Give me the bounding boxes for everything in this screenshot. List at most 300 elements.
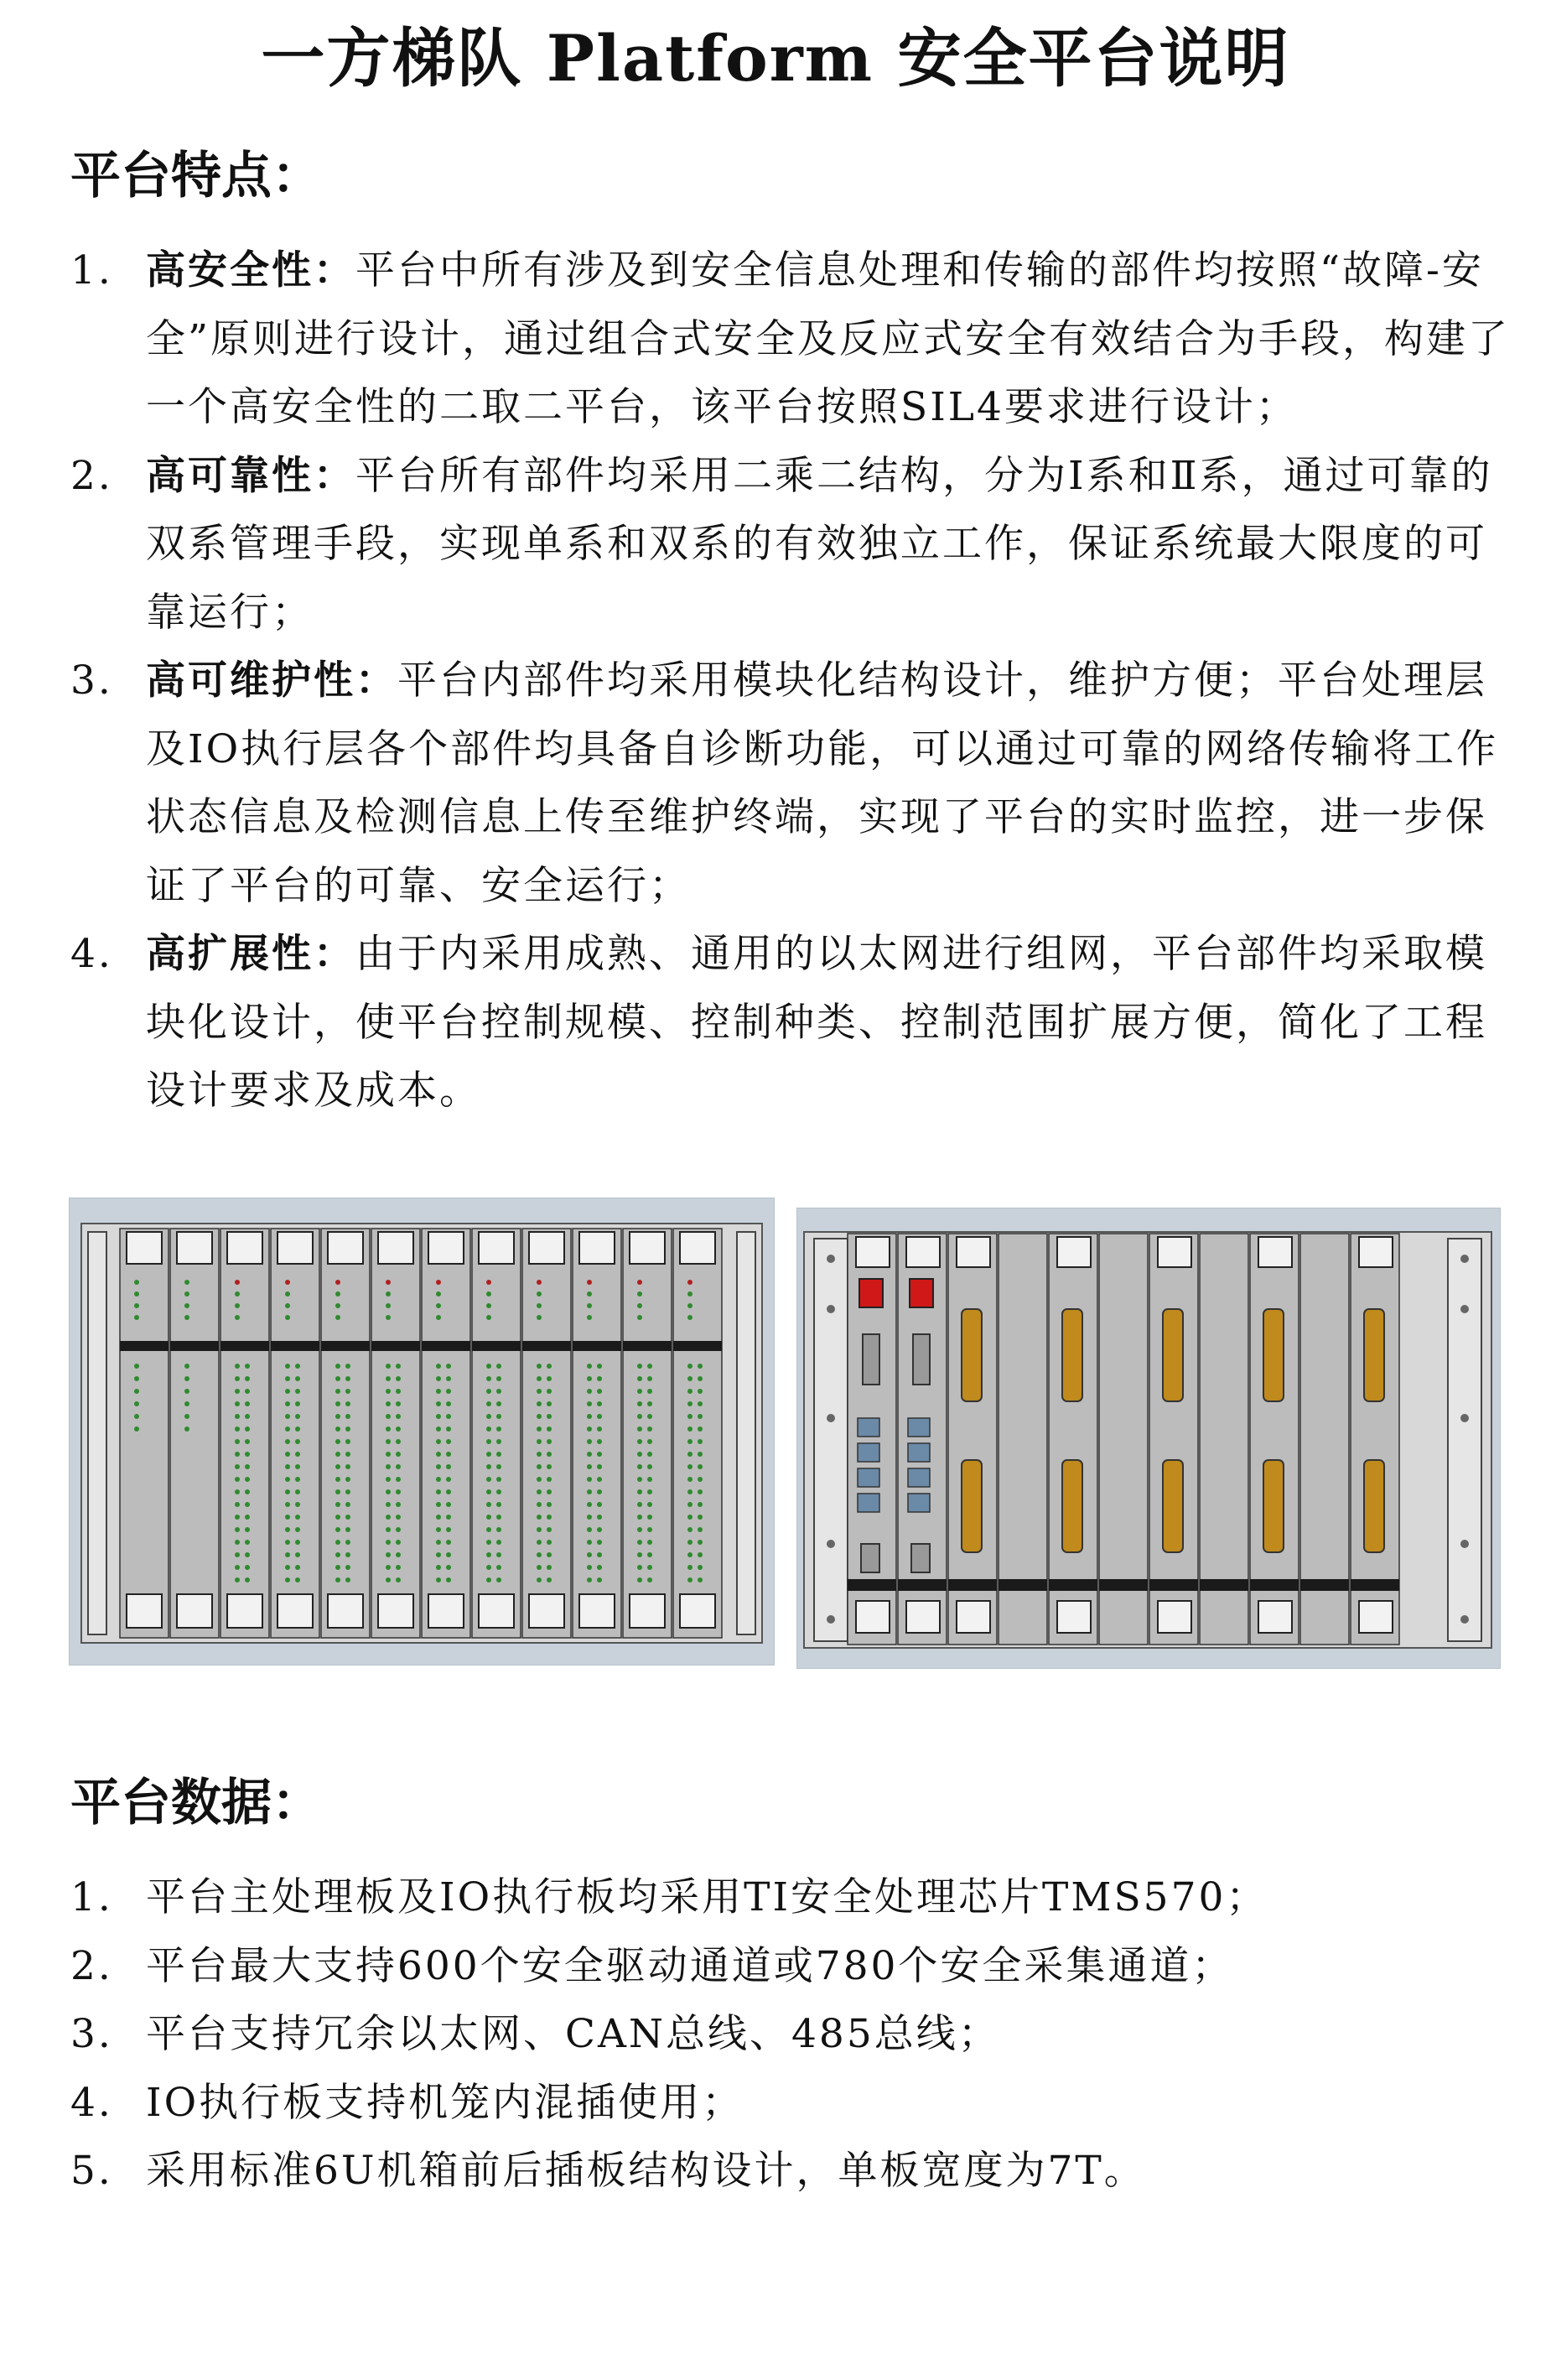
io-led (537, 1515, 542, 1520)
board-label-strip (220, 1341, 269, 1351)
power-switch (859, 1279, 883, 1307)
features-heading: 平台特点： (70, 147, 322, 205)
db-connector (1364, 1309, 1384, 1401)
feature-label: 高可维护性： (146, 657, 397, 704)
data-text: 平台支持冗余以太网、CAN总线、485总线； (146, 2011, 1000, 2057)
io-led (496, 1401, 501, 1406)
io-led (486, 1565, 491, 1570)
io-led (597, 1527, 602, 1532)
ethernet-port (858, 1468, 879, 1487)
io-led (295, 1401, 300, 1406)
io-led (436, 1552, 441, 1557)
mounting-hole (827, 1255, 835, 1263)
db-connector (1364, 1460, 1384, 1552)
io-led (396, 1477, 401, 1482)
right-handle (737, 1232, 755, 1634)
data-number: 3. (70, 2011, 113, 2057)
io-led (647, 1515, 652, 1520)
board-latch-top (957, 1237, 990, 1267)
status-led (637, 1303, 642, 1308)
io-led (496, 1376, 501, 1381)
io-led (335, 1489, 340, 1494)
page-title: 一方梯队 Platform 安全平台说明 (261, 21, 1290, 96)
mounting-hole (1460, 1540, 1469, 1548)
io-led (687, 1401, 693, 1406)
io-led (587, 1452, 592, 1457)
io-led (295, 1489, 300, 1494)
io-led (547, 1364, 552, 1369)
rear-rack-drawing (797, 1208, 1500, 1668)
io-led (446, 1376, 451, 1381)
io-led (698, 1540, 703, 1545)
io-led (698, 1376, 703, 1381)
io-led (295, 1414, 300, 1419)
io-led (345, 1489, 350, 1494)
io-led (235, 1414, 240, 1419)
ethernet-port (858, 1443, 879, 1462)
io-led (386, 1552, 391, 1557)
io-led (486, 1577, 491, 1582)
board-latch-top (579, 1232, 615, 1264)
io-led (245, 1414, 250, 1419)
board-latch-bottom (680, 1594, 715, 1628)
io-led (295, 1540, 300, 1545)
io-led (496, 1540, 501, 1545)
io-led (587, 1364, 592, 1369)
io-led (235, 1502, 240, 1507)
status-led (235, 1280, 240, 1285)
io-led (184, 1376, 189, 1381)
board-label-strip (170, 1341, 219, 1351)
io-led (486, 1452, 491, 1457)
io-led (597, 1540, 602, 1545)
data-item-5 (70, 2137, 1512, 2206)
io-led (436, 1439, 441, 1444)
io-led (486, 1540, 491, 1545)
io-led (597, 1364, 602, 1369)
io-led (698, 1414, 703, 1419)
io-led (386, 1452, 391, 1457)
board-latch-bottom (227, 1594, 262, 1628)
io-led (496, 1552, 501, 1557)
io-led (537, 1489, 542, 1494)
status-led (335, 1315, 340, 1320)
db-connector (913, 1334, 930, 1385)
io-led (134, 1414, 139, 1419)
io-led (436, 1502, 441, 1507)
io-led (335, 1540, 340, 1545)
io-led (386, 1515, 391, 1520)
io-led (396, 1376, 401, 1381)
io-led (587, 1489, 592, 1494)
mounting-hole (1460, 1255, 1469, 1263)
mounting-hole (1460, 1305, 1469, 1313)
io-led (547, 1577, 552, 1582)
status-led (436, 1280, 441, 1285)
ethernet-port (858, 1418, 879, 1437)
io-led (396, 1540, 401, 1545)
board-label-strip (522, 1341, 571, 1351)
io-led (547, 1401, 552, 1406)
status-led (587, 1280, 592, 1285)
io-led (597, 1577, 602, 1582)
io-led (537, 1477, 542, 1482)
io-led (396, 1389, 401, 1394)
io-led (285, 1364, 290, 1369)
data-text: 平台最大支持600个安全驱动通道或780个安全采集通道； (146, 1942, 1234, 1989)
io-led (496, 1452, 501, 1457)
io-led (597, 1414, 602, 1419)
io-led (235, 1477, 240, 1482)
io-led (245, 1540, 250, 1545)
io-led (295, 1376, 300, 1381)
io-led (335, 1565, 340, 1570)
io-led (345, 1552, 350, 1557)
io-led (637, 1452, 642, 1457)
io-led (345, 1565, 350, 1570)
io-led (597, 1376, 602, 1381)
io-led (587, 1515, 592, 1520)
status-led (285, 1315, 290, 1320)
io-led (637, 1527, 642, 1532)
io-led (245, 1439, 250, 1444)
io-led (396, 1439, 401, 1444)
io-led (386, 1439, 391, 1444)
feature-number: 4. (70, 931, 113, 977)
io-led (486, 1552, 491, 1557)
feature-text: 平台所有部件均采用二乘二结构，分为Ⅰ系和Ⅱ系，通过可靠的双系管理手段，实现单系和双系的有效独立工作，保证系统最大限度的可靠运行； (146, 452, 1493, 636)
status-led (184, 1303, 189, 1308)
board-panel (120, 1229, 169, 1638)
io-led (597, 1389, 602, 1394)
io-led (446, 1401, 451, 1406)
board-label-strip (1200, 1579, 1248, 1591)
io-led (245, 1565, 250, 1570)
io-led (687, 1527, 693, 1532)
status-led (637, 1315, 642, 1320)
io-led (235, 1376, 240, 1381)
io-led (496, 1364, 501, 1369)
status-led (184, 1280, 189, 1285)
status-led (436, 1303, 441, 1308)
io-led (386, 1376, 391, 1381)
io-led (687, 1389, 693, 1394)
board-latch-bottom (856, 1601, 890, 1633)
status-led (587, 1303, 592, 1308)
io-led (687, 1439, 693, 1444)
status-led (335, 1303, 340, 1308)
io-led (698, 1401, 703, 1406)
board-latch-top (278, 1232, 313, 1264)
io-led (436, 1527, 441, 1532)
board-latch-bottom (906, 1601, 940, 1633)
status-led (386, 1303, 391, 1308)
io-led (285, 1376, 290, 1381)
io-led (386, 1464, 391, 1469)
io-led (285, 1401, 290, 1406)
feature-item-3 (70, 647, 1512, 920)
io-led (245, 1489, 250, 1494)
io-led (687, 1552, 693, 1557)
io-led (386, 1565, 391, 1570)
io-led (597, 1552, 602, 1557)
io-led (436, 1489, 441, 1494)
io-led (547, 1464, 552, 1469)
feature-number: 1. (70, 247, 113, 294)
io-led (235, 1577, 240, 1582)
io-led (687, 1376, 693, 1381)
io-led (637, 1577, 642, 1582)
io-led (436, 1401, 441, 1406)
io-led (597, 1452, 602, 1457)
io-led (597, 1477, 602, 1482)
io-led (345, 1414, 350, 1419)
io-led (396, 1552, 401, 1557)
board-latch-top (428, 1232, 464, 1264)
board-latch-bottom (428, 1594, 464, 1628)
io-led (597, 1515, 602, 1520)
io-led (436, 1540, 441, 1545)
io-led (687, 1540, 693, 1545)
io-led (637, 1376, 642, 1381)
io-led (386, 1527, 391, 1532)
io-led (134, 1364, 139, 1369)
feature-text: 由于内采用成熟、通用的以太网进行组网，平台部件均采取模块化设计，使平台控制规模、控制种类、控制范围扩展方便，简化了工程设计要求及成本。 (146, 931, 1487, 1114)
io-led (446, 1502, 451, 1507)
io-led (396, 1489, 401, 1494)
io-led (698, 1577, 703, 1582)
io-led (245, 1376, 250, 1381)
io-led (537, 1565, 542, 1570)
io-led (698, 1527, 703, 1532)
feature-label: 高可靠性： (146, 452, 355, 499)
feature-item-4 (70, 920, 1512, 1125)
io-led (647, 1364, 652, 1369)
io-led (647, 1389, 652, 1394)
io-led (245, 1502, 250, 1507)
data-number: 4. (70, 2079, 113, 2126)
io-led (184, 1364, 189, 1369)
io-led (396, 1364, 401, 1369)
io-led (386, 1540, 391, 1545)
io-led (647, 1376, 652, 1381)
db-connector (863, 1334, 879, 1385)
io-led (335, 1552, 340, 1557)
io-led (647, 1414, 652, 1419)
io-led (698, 1565, 703, 1570)
feature-item-2 (70, 442, 1512, 647)
io-led (537, 1452, 542, 1457)
io-led (597, 1489, 602, 1494)
io-led (698, 1389, 703, 1394)
io-led (537, 1364, 542, 1369)
feature-number: 2. (70, 452, 113, 499)
io-led (184, 1426, 189, 1432)
io-led (698, 1439, 703, 1444)
io-led (285, 1527, 290, 1532)
io-led (547, 1502, 552, 1507)
board-label-strip (623, 1341, 672, 1351)
io-led (285, 1540, 290, 1545)
io-led (134, 1376, 139, 1381)
feature-number: 3. (70, 657, 113, 704)
board-latch-top (177, 1232, 212, 1264)
front-rack-image (69, 1198, 775, 1665)
io-led (386, 1389, 391, 1394)
io-led (486, 1464, 491, 1469)
io-led (345, 1502, 350, 1507)
io-led (547, 1414, 552, 1419)
io-led (597, 1401, 602, 1406)
io-led (647, 1477, 652, 1482)
status-led (486, 1280, 491, 1285)
io-led (396, 1452, 401, 1457)
io-led (597, 1502, 602, 1507)
status-led (687, 1280, 693, 1285)
io-led (496, 1515, 501, 1520)
board-label-strip (898, 1579, 947, 1591)
power-switch (910, 1279, 933, 1307)
board-latch-top (1158, 1237, 1191, 1267)
io-led (345, 1426, 350, 1432)
ethernet-port (908, 1468, 930, 1487)
io-led (335, 1477, 340, 1482)
io-led (295, 1439, 300, 1444)
board-latch-bottom (1057, 1601, 1091, 1633)
io-led (386, 1426, 391, 1432)
io-led (486, 1439, 491, 1444)
io-led (436, 1376, 441, 1381)
io-led (547, 1515, 552, 1520)
io-led (698, 1426, 703, 1432)
status-led (486, 1291, 491, 1297)
status-led (637, 1291, 642, 1297)
data-text: IO执行板支持机笼内混插使用； (146, 2079, 744, 2126)
io-led (295, 1464, 300, 1469)
left-handle (88, 1232, 106, 1634)
board-label-strip (1149, 1579, 1198, 1591)
board-latch-bottom (278, 1594, 313, 1628)
data-list (70, 1863, 1512, 2206)
io-led (537, 1552, 542, 1557)
io-led (235, 1452, 240, 1457)
board-latch-bottom (127, 1594, 162, 1628)
io-led (295, 1527, 300, 1532)
io-led (245, 1464, 250, 1469)
data-heading: 平台数据： (70, 1774, 322, 1832)
io-led (687, 1577, 693, 1582)
io-led (537, 1527, 542, 1532)
status-led (687, 1303, 693, 1308)
board-label-strip (848, 1579, 896, 1591)
io-led (396, 1502, 401, 1507)
status-led (386, 1315, 391, 1320)
io-led (285, 1414, 290, 1419)
io-led (537, 1389, 542, 1394)
board-panel (472, 1229, 521, 1638)
io-led (235, 1464, 240, 1469)
io-led (687, 1364, 693, 1369)
io-led (285, 1577, 290, 1582)
io-led (637, 1552, 642, 1557)
board-label-strip (472, 1341, 521, 1351)
board-latch-top (1057, 1237, 1091, 1267)
io-led (235, 1401, 240, 1406)
db-connector (1062, 1460, 1082, 1552)
io-led (295, 1565, 300, 1570)
data-number: 1. (70, 1874, 113, 1920)
io-led (396, 1401, 401, 1406)
io-led (547, 1376, 552, 1381)
status-led (537, 1291, 542, 1297)
status-led (134, 1315, 139, 1320)
io-led (235, 1565, 240, 1570)
io-led (637, 1477, 642, 1482)
status-led (386, 1280, 391, 1285)
board-latch-bottom (177, 1594, 212, 1628)
board-latch-bottom (957, 1601, 990, 1633)
io-led (537, 1426, 542, 1432)
io-led (486, 1376, 491, 1381)
io-led (436, 1515, 441, 1520)
io-led (547, 1552, 552, 1557)
io-led (335, 1389, 340, 1394)
status-led (184, 1291, 189, 1297)
data-item-4 (70, 2069, 1512, 2138)
io-led (446, 1452, 451, 1457)
io-led (335, 1515, 340, 1520)
io-led (335, 1464, 340, 1469)
io-led (436, 1452, 441, 1457)
data-text: 采用标准6U机箱前后插板结构设计，单板宽度为7T。 (146, 2148, 1146, 2194)
io-led (698, 1552, 703, 1557)
io-led (446, 1414, 451, 1419)
io-led (235, 1364, 240, 1369)
board-latch-top (1359, 1237, 1393, 1267)
io-led (486, 1364, 491, 1369)
io-led (285, 1565, 290, 1570)
io-led (396, 1565, 401, 1570)
data-item-2 (70, 1932, 1512, 2001)
io-led (637, 1401, 642, 1406)
io-led (235, 1540, 240, 1545)
io-led (345, 1577, 350, 1582)
status-led (486, 1315, 491, 1320)
io-led (587, 1552, 592, 1557)
io-led (647, 1439, 652, 1444)
data-text: 平台主处理板及IO执行板均采用TI安全处理芯片TMS570； (146, 1874, 1268, 1920)
io-led (647, 1577, 652, 1582)
io-led (597, 1426, 602, 1432)
board-latch-top (529, 1232, 564, 1264)
io-led (295, 1477, 300, 1482)
io-led (386, 1577, 391, 1582)
io-led (345, 1439, 350, 1444)
io-led (537, 1577, 542, 1582)
io-led (587, 1439, 592, 1444)
io-led (295, 1389, 300, 1394)
io-led (446, 1389, 451, 1394)
io-led (285, 1552, 290, 1557)
io-led (496, 1565, 501, 1570)
io-led (446, 1565, 451, 1570)
io-led (396, 1414, 401, 1419)
io-led (547, 1426, 552, 1432)
board-panel (422, 1229, 470, 1638)
status-led (235, 1315, 240, 1320)
io-led (547, 1477, 552, 1482)
io-led (345, 1464, 350, 1469)
